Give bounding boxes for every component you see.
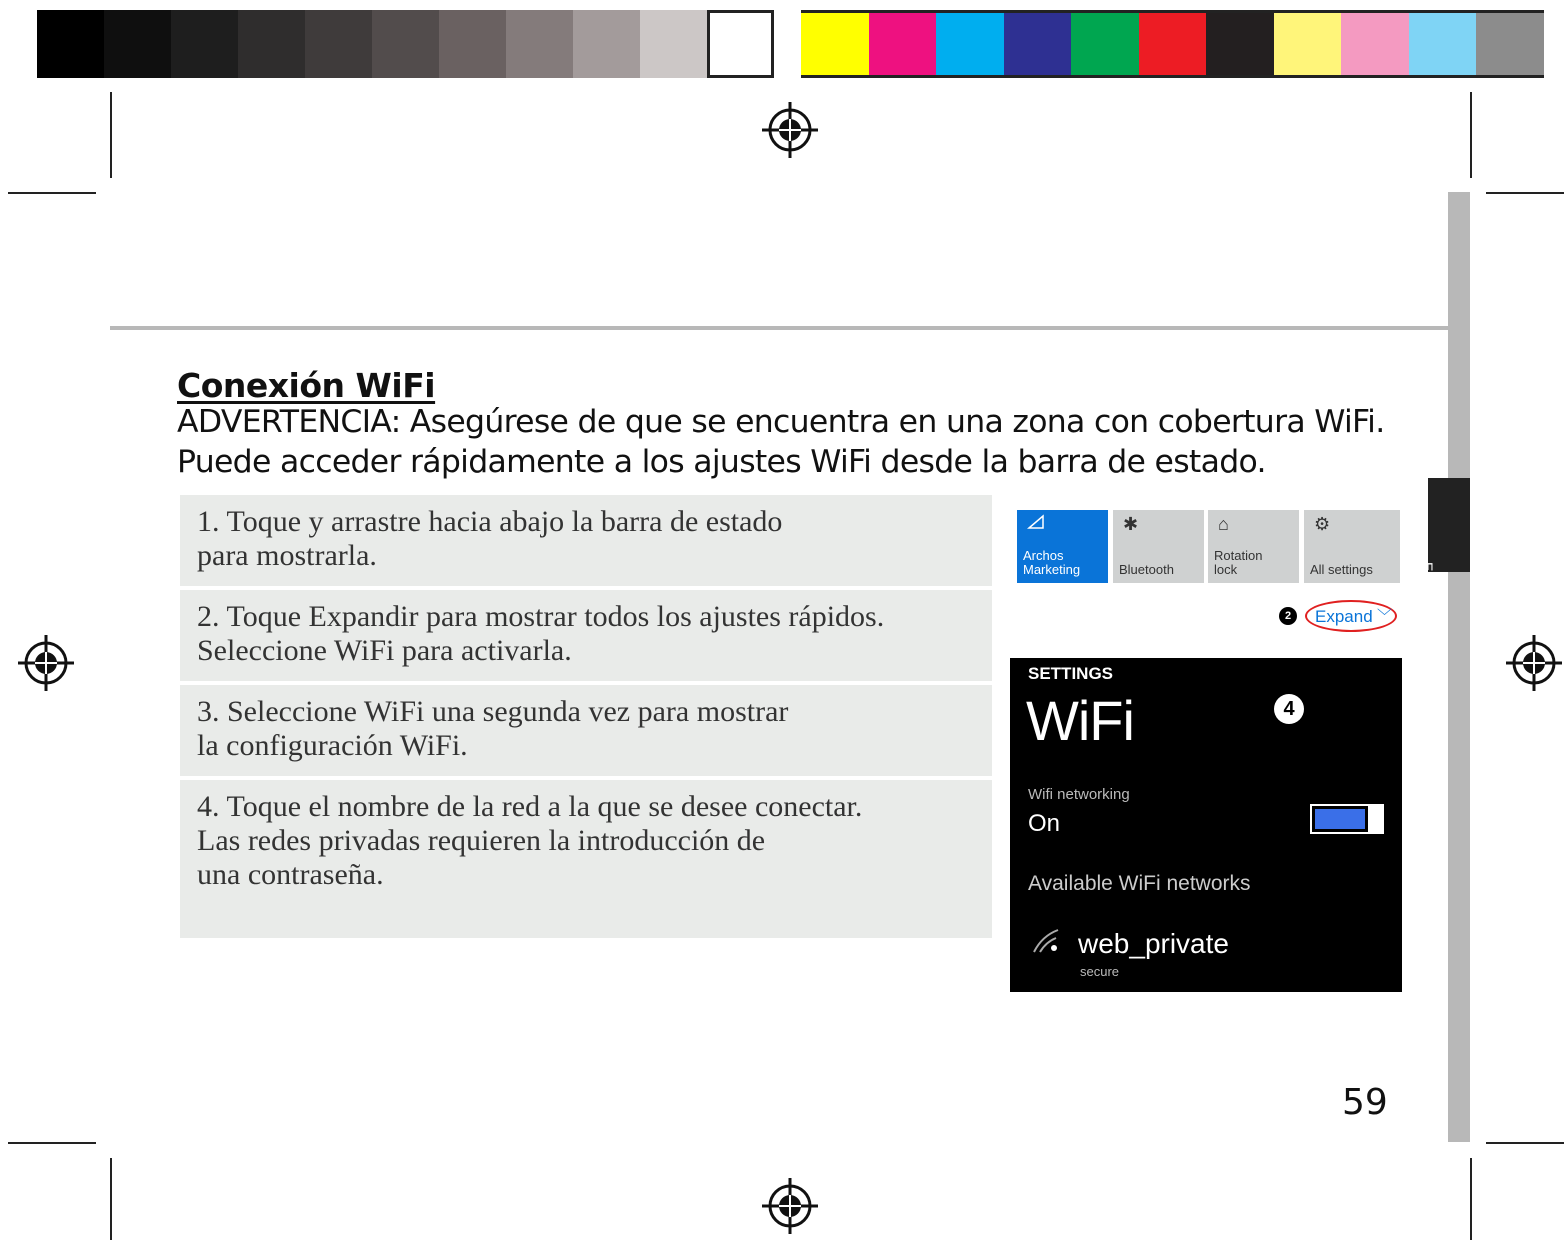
gray-swatch [238,10,305,78]
rotation-lock-icon: ⌂ [1218,514,1229,534]
gray-swatch [305,10,372,78]
step-text: 1. Toque y arrastre hacia abajo la barra de estado para mostrarla. [197,505,783,572]
process-color-swatch [801,10,869,78]
network-security: secure [1080,964,1120,979]
registration-mark-icon [16,633,76,693]
panel-header: SETTINGS [1028,664,1114,683]
gray-swatch [439,10,506,78]
language-tab-label: Español [1420,562,1436,613]
crop-mark [8,1142,96,1144]
wifi-networking-value: On [1028,810,1061,837]
registration-mark-icon [760,100,820,160]
panel-title: WiFi [1026,689,1134,752]
process-color-swatch [936,10,1004,78]
crop-mark [1470,92,1472,178]
wifi-settings-panel [1010,658,1402,992]
process-color-swatch [1139,10,1207,78]
gray-swatch [707,10,774,78]
warning-text: ADVERTENCIA: Asegúrese de que se encuentra en una zona con cobertura WiFi. Puede acceder rápidamente a los ajustes WiFi desde la barra de estado. [177,404,1385,480]
step-box [180,495,992,586]
section-divider [110,326,1450,330]
wifi-toggle-thumb [1368,804,1384,834]
step-marker: 4 [1274,694,1304,724]
wifi-signal-icon [1032,928,1062,959]
registration-mark-icon [760,1176,820,1236]
section-title: Conexión WiFi [177,366,436,405]
page-number: 59 [1342,1082,1388,1123]
gray-swatch [506,10,573,78]
network-list-item[interactable] [1028,924,1368,984]
gray-swatch [37,10,104,78]
wifi-icon [1027,514,1045,535]
gray-swatch [372,10,439,78]
quick-setting-rotation-lock[interactable]: ⌂ Rotation lock [1208,510,1299,583]
process-color-swatch [869,10,937,78]
step-marker: 2 [1279,607,1297,625]
page-sidebar [1448,192,1470,1142]
gray-swatch [640,10,707,78]
available-networks-label: Available WiFi networks [1028,872,1251,895]
gear-icon: ⚙ [1314,514,1331,534]
crop-mark [1486,1142,1564,1144]
crop-mark [110,92,112,178]
process-color-swatch [1476,10,1544,78]
process-color-swatch [1206,10,1274,78]
process-color-swatch [1409,10,1477,78]
process-color-swatch [1004,10,1072,78]
network-name: web_private [1078,928,1229,959]
process-color-swatch [1071,10,1139,78]
quick-setting-wifi[interactable]: Archos Marketing [1017,510,1108,583]
bluetooth-icon: ✱ [1123,514,1139,534]
crop-mark [110,1158,112,1240]
step-text: 3. Seleccione WiFi una segunda vez para mostrar la configuración WiFi. [197,695,789,762]
language-tab [1420,478,1470,613]
gray-swatch [104,10,171,78]
step-box [180,780,992,938]
step-text: 4. Toque el nombre de la red a la que se desee conectar. Las redes privadas requieren la introducción de una contraseña. [197,790,863,891]
gray-swatch [171,10,238,78]
chevron-down-icon: ﹀ [1377,608,1393,625]
registration-mark-icon [1504,633,1564,693]
quick-setting-all-settings[interactable]: ⚙ All settings [1304,510,1400,583]
step-box [180,590,992,681]
process-color-swatch [1274,10,1342,78]
crop-mark [1470,1158,1472,1240]
process-color-swatch [1341,10,1409,78]
wifi-toggle-fill [1315,809,1365,829]
expand-label: Expand [1315,607,1373,626]
quick-setting-bluetooth[interactable]: ✱ Bluetooth [1113,510,1204,583]
crop-mark [8,192,96,194]
wifi-toggle[interactable] [1310,804,1384,834]
crop-mark [1486,192,1564,194]
step-box [180,685,992,776]
gray-swatch [573,10,640,78]
expand-button[interactable] [1305,600,1397,632]
wifi-networking-label: Wifi networking [1028,786,1130,803]
step-text: 2. Toque Expandir para mostrar todos los ajustes rápidos. Seleccione WiFi para activarla. [197,600,885,667]
